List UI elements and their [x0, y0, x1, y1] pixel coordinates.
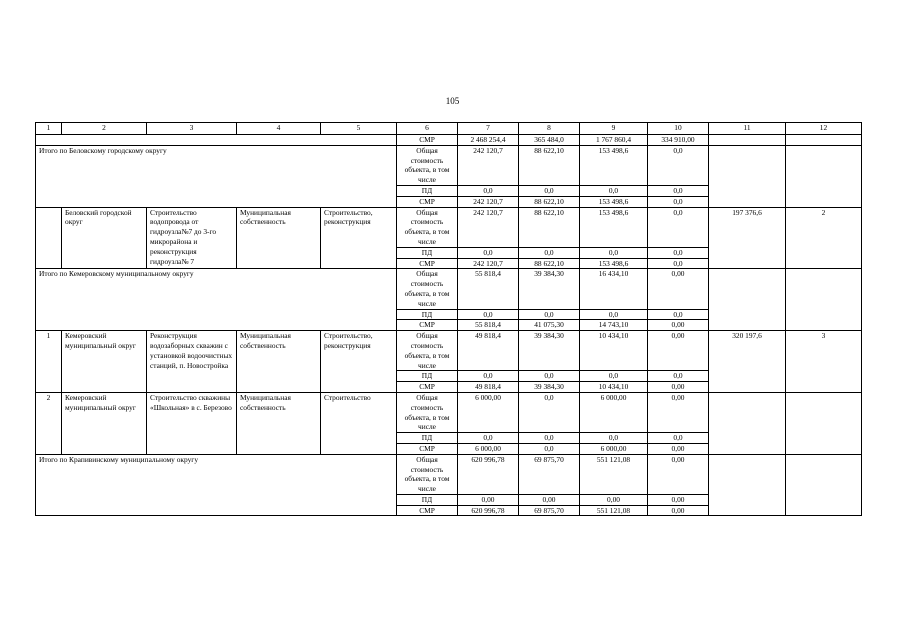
- item-ownership: Муниципальная собственность: [237, 207, 321, 269]
- column-header: 2: [62, 123, 147, 135]
- group-title: Итого по Беловскому городскому округу: [36, 145, 397, 207]
- value-cell: 0,0: [458, 247, 519, 258]
- value-cell: 0,0: [648, 309, 709, 320]
- value-cell: 0,00: [648, 494, 709, 505]
- value-cell: 88 622,10: [519, 258, 580, 269]
- row-label: ПД: [397, 371, 458, 382]
- value-cell: 0,00: [519, 494, 580, 505]
- value-cell: 242 120,7: [458, 207, 519, 247]
- value-cell: 1 767 860,4: [580, 135, 648, 146]
- value-cell: 39 384,30: [519, 269, 580, 309]
- item-work-type: Строительство, реконструкция: [321, 207, 397, 269]
- value-cell: 0,00: [458, 494, 519, 505]
- column-header: 10: [648, 123, 709, 135]
- value-cell: 0,0: [648, 258, 709, 269]
- row-label: СМР: [397, 382, 458, 393]
- value-cell: 0,0: [519, 309, 580, 320]
- value-cell: 88 622,10: [519, 145, 580, 185]
- value-cell: 0,00: [580, 494, 648, 505]
- value-cell: 153 498,6: [580, 258, 648, 269]
- column-header: 1: [36, 123, 62, 135]
- value-cell: 0,0: [458, 371, 519, 382]
- row-label: Общая стоимость объекта, в том числе: [397, 269, 458, 309]
- column-header: 9: [580, 123, 648, 135]
- value-cell: 6 000,00: [458, 443, 519, 454]
- value-cell: 0,0: [458, 185, 519, 196]
- value-cell: 0,00: [648, 331, 709, 371]
- value-cell: 10 434,10: [580, 331, 648, 371]
- row-label: СМР: [397, 320, 458, 331]
- value-cell: 0,0: [519, 185, 580, 196]
- column-header: 3: [147, 123, 237, 135]
- row-label: ПД: [397, 433, 458, 444]
- value-cell: 551 121,08: [580, 505, 648, 516]
- value-cell: 0,0: [458, 433, 519, 444]
- item-object: Строительство водопровода от гидроузла№7 до 3-го микрорайона и реконструкция гидроузла№ 7: [147, 207, 237, 269]
- value-cell: 0,00: [648, 454, 709, 494]
- value-cell: 153 498,6: [580, 196, 648, 207]
- row-label: Общая стоимость объекта, в том числе: [397, 331, 458, 371]
- value-cell: 0,0: [580, 247, 648, 258]
- value-cell: 334 910,00: [648, 135, 709, 146]
- value-cell: 0,0: [580, 433, 648, 444]
- value-cell: 6 000,00: [580, 443, 648, 454]
- row-label: ПД: [397, 247, 458, 258]
- value-cell: 2 468 254,4: [458, 135, 519, 146]
- table-cell: [36, 135, 397, 146]
- item-district: Беловский городской округ: [62, 207, 147, 269]
- item-object: Реконструкция водозаборных скважин с установкой водоочистных станций, п. Новостройка: [147, 331, 237, 393]
- value-cell: 55 818,4: [458, 269, 519, 309]
- item-col12: [786, 392, 862, 454]
- row-label: Общая стоимость объекта, в том числе: [397, 454, 458, 494]
- value-cell: 0,00: [648, 443, 709, 454]
- value-cell: 0,0: [648, 207, 709, 247]
- value-cell: 55 818,4: [458, 320, 519, 331]
- value-cell: 0,0: [648, 371, 709, 382]
- row-label: СМР: [397, 505, 458, 516]
- column-header: 8: [519, 123, 580, 135]
- value-cell: 0,0: [648, 185, 709, 196]
- item-ownership: Муниципальная собственность: [237, 392, 321, 454]
- value-cell: 16 434,10: [580, 269, 648, 309]
- table-cell: [786, 269, 862, 331]
- item-work-type: Строительство, реконструкция: [321, 331, 397, 393]
- value-cell: 6 000,00: [458, 392, 519, 432]
- column-header: 7: [458, 123, 519, 135]
- value-cell: 153 498,6: [580, 207, 648, 247]
- page-number: 105: [445, 96, 460, 106]
- item-number: 2: [36, 392, 62, 454]
- row-label: Общая стоимость объекта, в том числе: [397, 207, 458, 247]
- value-cell: 242 120,7: [458, 196, 519, 207]
- value-cell: 88 622,10: [519, 196, 580, 207]
- value-cell: 620 996,78: [458, 454, 519, 494]
- item-col12: 2: [786, 207, 862, 269]
- value-cell: 6 000,00: [580, 392, 648, 432]
- item-number: 1: [36, 331, 62, 393]
- value-cell: 0,0: [648, 196, 709, 207]
- value-cell: 0,0: [458, 309, 519, 320]
- value-cell: 551 121,08: [580, 454, 648, 494]
- table-cell: [709, 454, 786, 516]
- value-cell: 0,0: [580, 185, 648, 196]
- column-header: 4: [237, 123, 321, 135]
- column-header: 6: [397, 123, 458, 135]
- table-cell: [709, 269, 786, 331]
- value-cell: 0,0: [648, 247, 709, 258]
- row-label: СМР: [397, 258, 458, 269]
- item-object: Строительство скважины «Школьная» в с. Березово: [147, 392, 237, 454]
- row-label: СМР: [397, 135, 458, 146]
- value-cell: 0,0: [519, 443, 580, 454]
- row-label: СМР: [397, 443, 458, 454]
- item-col12: 3: [786, 331, 862, 393]
- group-title: Итого по Кемеровскому муниципальному округу: [36, 269, 397, 331]
- row-label: ПД: [397, 494, 458, 505]
- group-title: Итого по Крапивинскому муниципальному округу: [36, 454, 397, 516]
- value-cell: 41 075,30: [519, 320, 580, 331]
- value-cell: 0,0: [519, 433, 580, 444]
- value-cell: 0,0: [519, 371, 580, 382]
- budget-table: [35, 122, 862, 516]
- value-cell: 0,00: [648, 320, 709, 331]
- value-cell: 0,00: [648, 392, 709, 432]
- column-header: 5: [321, 123, 397, 135]
- table-cell: [709, 135, 786, 146]
- group-total-row: [36, 269, 862, 309]
- value-cell: 49 818,4: [458, 382, 519, 393]
- item-col11: [709, 392, 786, 454]
- table-body: [36, 123, 862, 516]
- value-cell: 0,0: [580, 309, 648, 320]
- value-cell: 0,00: [648, 269, 709, 309]
- row-label: Общая стоимость объекта, в том числе: [397, 392, 458, 432]
- value-cell: 0,00: [648, 382, 709, 393]
- group-total-row: [36, 454, 862, 494]
- value-cell: 0,00: [648, 505, 709, 516]
- value-cell: 14 743,10: [580, 320, 648, 331]
- value-cell: 69 875,70: [519, 454, 580, 494]
- row-label: Общая стоимость объекта, в том числе: [397, 145, 458, 185]
- value-cell: 39 384,30: [519, 331, 580, 371]
- item-total-row: [36, 207, 862, 247]
- value-cell: 0,0: [519, 392, 580, 432]
- value-cell: 242 120,7: [458, 258, 519, 269]
- item-col11: 197 376,6: [709, 207, 786, 269]
- column-header: 12: [786, 123, 862, 135]
- value-cell: 365 484,0: [519, 135, 580, 146]
- group-total-row: [36, 145, 862, 185]
- value-cell: 88 622,10: [519, 207, 580, 247]
- column-header: 11: [709, 123, 786, 135]
- value-cell: 0,0: [648, 145, 709, 185]
- value-cell: 0,0: [519, 247, 580, 258]
- row-label: ПД: [397, 309, 458, 320]
- item-number: [36, 207, 62, 269]
- value-cell: 49 818,4: [458, 331, 519, 371]
- value-cell: 242 120,7: [458, 145, 519, 185]
- value-cell: 620 996,78: [458, 505, 519, 516]
- value-cell: 0,0: [648, 433, 709, 444]
- item-total-row: [36, 392, 862, 432]
- value-cell: 39 384,30: [519, 382, 580, 393]
- row-label: ПД: [397, 185, 458, 196]
- value-cell: 69 875,70: [519, 505, 580, 516]
- item-total-row: [36, 331, 862, 371]
- item-district: Кемеровский муниципальный округ: [62, 392, 147, 454]
- item-col11: 320 197,6: [709, 331, 786, 393]
- table-cell: [786, 135, 862, 146]
- table-cell: [786, 145, 862, 207]
- row-label: СМР: [397, 196, 458, 207]
- value-cell: 0,0: [580, 371, 648, 382]
- table-cell: [786, 454, 862, 516]
- value-cell: 153 498,6: [580, 145, 648, 185]
- value-cell: 10 434,10: [580, 382, 648, 393]
- item-ownership: Муниципальная собственность: [237, 331, 321, 393]
- item-district: Кемеровский муниципальный округ: [62, 331, 147, 393]
- smr-row: [36, 135, 862, 146]
- table-cell: [709, 145, 786, 207]
- header-row: [36, 123, 862, 135]
- item-work-type: Строительство: [321, 392, 397, 454]
